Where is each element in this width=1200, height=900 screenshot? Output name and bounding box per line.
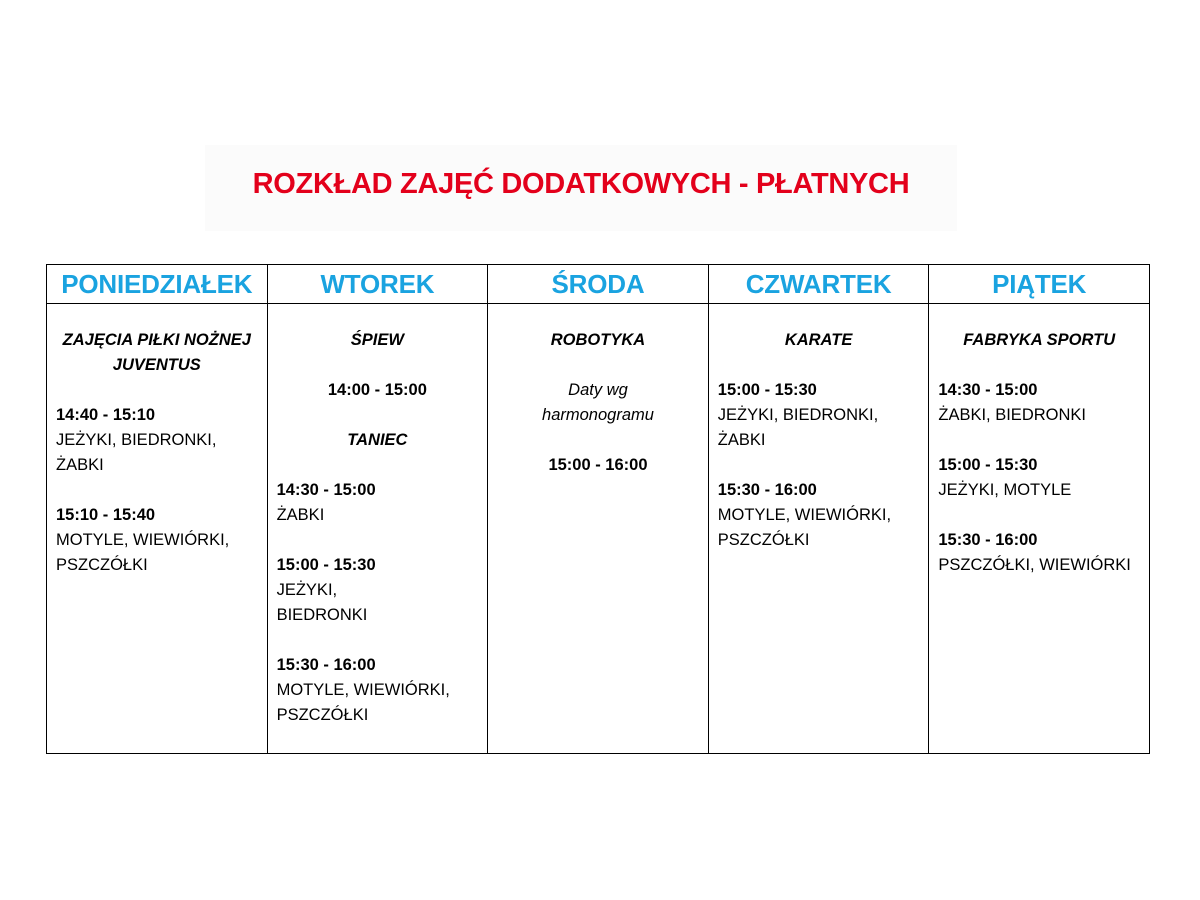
slot-groups: JEŻYKI, BIEDRONKI, xyxy=(56,431,217,449)
slot-groups: ŻABKI xyxy=(276,506,325,524)
activity-name: FABRYKA SPORTU xyxy=(963,331,1116,349)
activity-name: ROBOTYKA xyxy=(550,331,646,349)
slot-groups: MOTYLE, WIEWIÓRKI, xyxy=(56,531,230,549)
day-header-row xyxy=(47,265,1150,304)
slot-groups: PSZCZÓŁKI xyxy=(56,556,148,574)
title-banner xyxy=(205,145,957,231)
schedule-note: Daty wg xyxy=(568,381,628,399)
day-header-wednesday: ŚRODA xyxy=(488,265,709,304)
slot-groups: ŻABKI xyxy=(56,456,104,474)
slot-time: 15:00 - 15:30 xyxy=(717,381,817,399)
day-header-friday: PIĄTEK xyxy=(929,265,1150,304)
slot-groups: JEŻYKI, BIEDRONKI, xyxy=(717,406,879,424)
slot-time: 15:00 - 15:30 xyxy=(938,456,1038,474)
slot-time: 14:30 - 15:00 xyxy=(938,381,1038,399)
slot-time: 15:10 - 15:40 xyxy=(56,506,156,524)
slot-groups: PSZCZÓŁKI xyxy=(276,706,369,724)
activity-time: 15:00 - 16:00 xyxy=(548,456,648,474)
slot-groups: ŻABKI xyxy=(717,431,766,449)
schedule-table xyxy=(46,264,1150,754)
slot-groups: ŻABKI, BIEDRONKI xyxy=(938,406,1086,424)
day-header-monday: PONIEDZIAŁEK xyxy=(47,265,268,304)
schedule-note: harmonogramu xyxy=(542,406,654,424)
day-cell-thursday xyxy=(708,304,929,754)
day-header-tuesday: WTOREK xyxy=(267,265,488,304)
slot-time: 14:30 - 15:00 xyxy=(276,481,376,499)
slot-time: 15:30 - 16:00 xyxy=(717,481,817,499)
slot-groups: JEŻYKI, xyxy=(276,581,338,599)
slot-groups: MOTYLE, WIEWIÓRKI, xyxy=(717,506,892,524)
slot-groups: MOTYLE, WIEWIÓRKI, xyxy=(276,681,450,699)
day-cell-monday xyxy=(47,304,268,754)
page-title: ROZKŁAD ZAJĘĆ DODATKOWYCH - PŁATNYCH xyxy=(252,167,910,200)
slot-groups: BIEDRONKI xyxy=(276,606,368,624)
slot-time: 14:40 - 15:10 xyxy=(56,406,156,424)
slot-groups: PSZCZÓŁKI xyxy=(717,531,810,549)
slot-groups: JEŻYKI, MOTYLE xyxy=(938,481,1072,499)
day-cell-wednesday xyxy=(488,304,709,754)
slot-groups: PSZCZÓŁKI, WIEWIÓRKI xyxy=(938,556,1131,574)
slot-time: 15:00 - 15:30 xyxy=(276,556,376,574)
slot-time: 15:30 - 16:00 xyxy=(938,531,1038,549)
activity-name: TANIEC xyxy=(347,431,408,449)
day-header-thursday: CZWARTEK xyxy=(708,265,929,304)
schedule-row xyxy=(47,304,1150,754)
activity-time: 14:00 - 15:00 xyxy=(327,381,427,399)
day-cell-tuesday xyxy=(267,304,488,754)
activity-name: ZAJĘCIA PIŁKI NOŻNEJ JUVENTUS xyxy=(62,331,251,374)
day-cell-friday xyxy=(929,304,1150,754)
activity-name: ŚPIEW xyxy=(350,331,404,349)
slot-time: 15:30 - 16:00 xyxy=(276,656,376,674)
activity-name: KARATE xyxy=(784,331,853,349)
